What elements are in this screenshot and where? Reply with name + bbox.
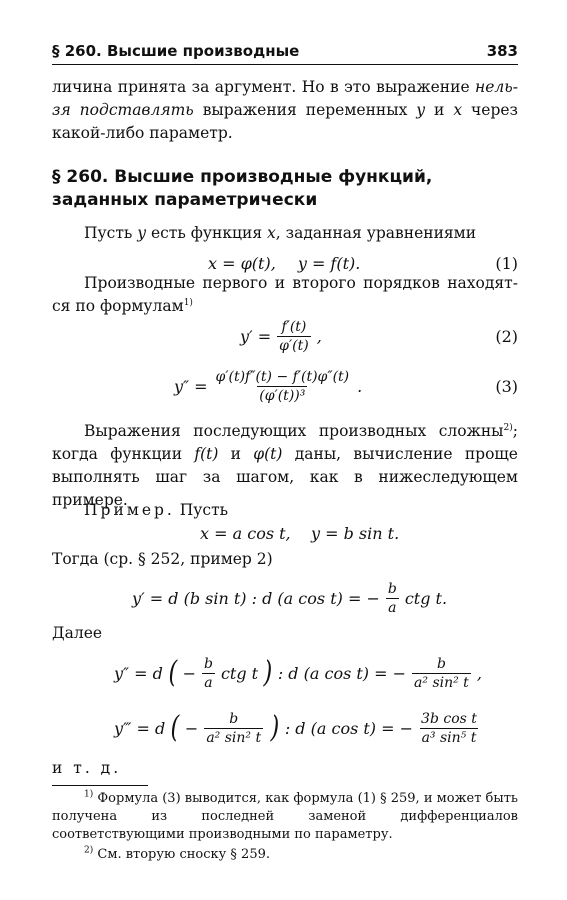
- eq1-number: (1): [495, 253, 518, 273]
- intro-text-c: выражения переменных: [193, 101, 417, 119]
- header-rule: [52, 64, 518, 65]
- eq7-inner-den: a² sin² t: [206, 729, 262, 746]
- footnote-1-text: Формула (3) выводится, как формула (1) § 259, и может быть получена из последней заменой дифференциалов соответствующими производными по параметру.: [52, 791, 518, 842]
- footnote-ref-1: 1): [183, 297, 193, 308]
- running-head: [52, 42, 518, 60]
- then-text: Тогда (ср. § 252, пример 2): [52, 550, 273, 568]
- footnote-ref-2: 2): [503, 422, 513, 433]
- para1-x: x: [267, 224, 276, 242]
- para3-c: и: [218, 445, 254, 463]
- footnote-2-mark: 2): [84, 845, 94, 856]
- para1-a: Пусть: [84, 224, 138, 242]
- eq3-number: (3): [495, 376, 518, 396]
- para1-b: есть функция: [146, 224, 268, 242]
- equation-6: [52, 650, 518, 696]
- eq6-lhs: y″ = d: [114, 663, 163, 683]
- eq2-number: (2): [495, 326, 518, 346]
- eq7-paren-open: (: [170, 710, 180, 745]
- intro-paragraph: [52, 76, 518, 145]
- eq3-tail: .: [357, 376, 363, 396]
- intro-emphasis: нельзя подставлять: [52, 78, 518, 119]
- eq3-fraction: [214, 369, 352, 404]
- eq7-lhs: y‴ = d: [114, 718, 166, 738]
- para3-phi: φ(t): [253, 445, 283, 463]
- footnote-1-mark: 1): [84, 789, 94, 800]
- eq3-num: φ′(t)f″(t) − f′(t)φ″(t): [215, 368, 350, 385]
- eq5-fraction: [386, 581, 399, 616]
- para3-d: даны, вычисление проще выполнять шаг за шагом, как в нижеследующем примере.: [52, 445, 518, 509]
- eq5-tail: ctg t.: [404, 588, 448, 608]
- eq6-inner-fraction: [202, 656, 215, 691]
- eq6-fraction: [412, 656, 471, 691]
- page-number: 383: [486, 42, 518, 60]
- eq3-lhs: y″ =: [174, 376, 208, 396]
- footnote-2-text: См. вторую сноску § 259.: [93, 847, 271, 862]
- eq2-tail: ,: [316, 326, 322, 346]
- eq2-den: φ′(t): [279, 337, 309, 354]
- intro-var-y: y: [416, 101, 426, 119]
- eq6-num: b: [436, 655, 446, 672]
- eq5-lhs: y′ = d (b sin t) : d (a cos t) = −: [132, 588, 380, 608]
- eq7-minus: −: [184, 718, 199, 738]
- eq6-minus: −: [182, 663, 196, 683]
- para1-y: y: [137, 224, 147, 242]
- eq6-paren-open: (: [168, 655, 178, 690]
- para3-a: Выражения последующих производных сложны: [84, 422, 504, 440]
- example-label: Пример.: [84, 501, 175, 519]
- eq6-inner-tail: ctg t: [220, 663, 259, 683]
- eq4-text: x = a cos t, y = b sin t.: [200, 523, 400, 543]
- eq7-inner-fraction: [204, 711, 263, 746]
- equation-2: [52, 313, 518, 359]
- eq2-fraction: [277, 319, 311, 354]
- example-after: Пусть: [174, 501, 229, 519]
- footnote-rule: [52, 785, 148, 786]
- eq7-fraction: [419, 711, 479, 746]
- footnote-1: [52, 790, 518, 844]
- eq6-paren-close: ): [263, 655, 273, 690]
- eq6-inner-num: b: [203, 655, 213, 672]
- eq7-den: a³ sin⁵ t: [421, 729, 477, 746]
- section-title: § 260. Высшие производные функций, заданных параметрически: [52, 167, 433, 210]
- para3-b: ; когда функции: [52, 422, 518, 463]
- eq6-tail: ,: [476, 663, 482, 683]
- eq1-left: x = φ(t),: [208, 253, 276, 273]
- eq6-mid: : d (a cos t) = −: [277, 663, 407, 683]
- equation-7: [52, 705, 518, 751]
- eq3-den: (φ′(t))³: [259, 387, 306, 404]
- equation-3: [52, 363, 518, 409]
- para1-c: , заданная уравнениями: [275, 224, 477, 242]
- eq1-right: y = f(t).: [297, 253, 361, 273]
- eq2-num: f′(t): [281, 318, 307, 335]
- para3-f: f(t): [194, 445, 219, 463]
- intro-var-x: x: [453, 101, 463, 119]
- para2-text: Производные первого и второго порядков находятся по формулам: [52, 274, 518, 315]
- footnote-2: [52, 846, 518, 864]
- eq7-inner-num: b: [229, 710, 239, 727]
- intro-and: и: [425, 101, 454, 119]
- eq5-num: b: [387, 580, 397, 597]
- running-title: § 260. Высшие производные: [52, 42, 300, 60]
- etc-text: и т. д.: [52, 759, 122, 777]
- eq6-inner-den: a: [204, 674, 213, 691]
- eq5-den: a: [388, 599, 397, 616]
- para2: [52, 272, 518, 318]
- eq7-num: 3b cos t: [421, 710, 477, 727]
- eq7-mid: : d (a cos t) = −: [284, 718, 414, 738]
- intro-text-d: через какой-либо параметр.: [52, 101, 518, 142]
- next-text: Далее: [52, 624, 103, 642]
- eq7-paren-close: ): [270, 710, 280, 745]
- intro-text-a: личина принята за аргумент. Но в это выражение: [52, 78, 476, 96]
- eq2-lhs: y′ =: [240, 326, 272, 346]
- equation-5: [52, 575, 518, 621]
- eq6-den: a² sin² t: [414, 674, 469, 691]
